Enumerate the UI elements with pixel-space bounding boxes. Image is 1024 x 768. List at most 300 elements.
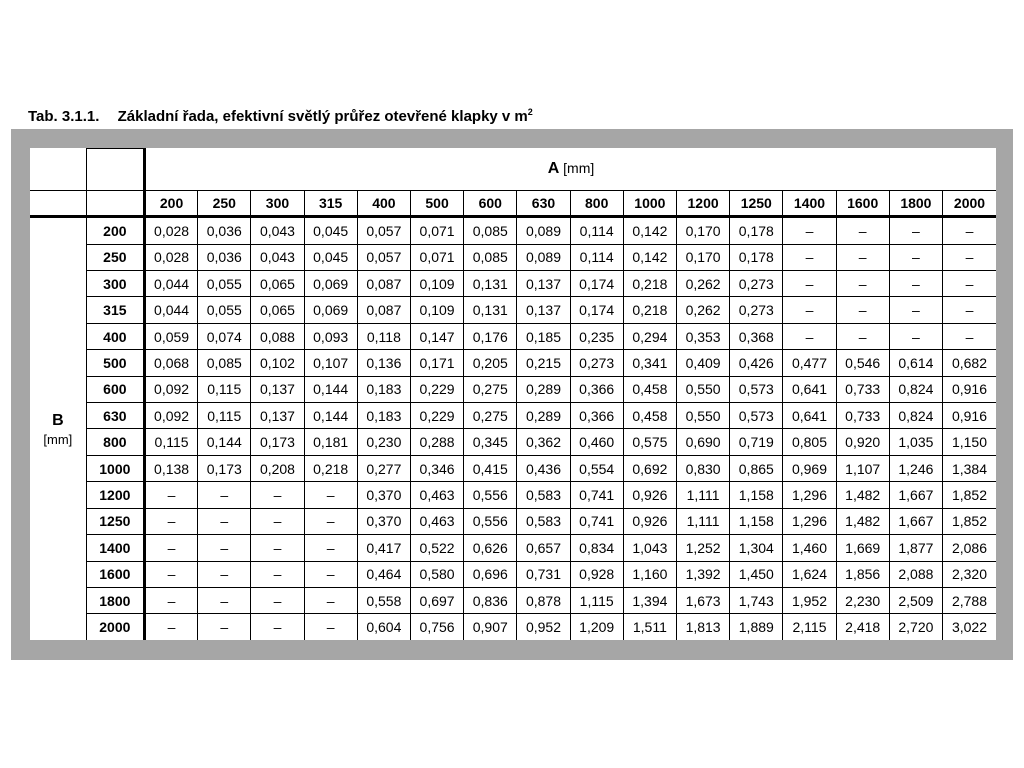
table-cell: 0,229 [410, 376, 463, 402]
table-cell: 0,045 [304, 217, 357, 244]
table-cell: 2,720 [889, 614, 942, 640]
table-cell: 0,907 [464, 614, 517, 640]
a-value-header: 1400 [783, 190, 836, 216]
table-cell: 0,370 [357, 482, 410, 508]
table-cell: 0,093 [304, 323, 357, 349]
table-cell: 0,575 [623, 429, 676, 455]
table-cell: 2,509 [889, 588, 942, 614]
table-cell: 0,463 [410, 508, 463, 534]
a-value-header: 1800 [889, 190, 942, 216]
table-cell: 0,089 [517, 217, 570, 244]
table-cell: 0,458 [623, 403, 676, 429]
table-cell: 0,208 [251, 455, 304, 481]
table-cell: 0,170 [676, 244, 729, 270]
table-cell: 0,065 [251, 297, 304, 323]
table-row [30, 323, 996, 349]
table-cell: 0,068 [144, 350, 197, 376]
table-cell: – [251, 588, 304, 614]
table-cell: 0,550 [676, 376, 729, 402]
table-cell: 0,137 [251, 376, 304, 402]
table-cell: – [144, 561, 197, 587]
corner-cell [86, 190, 144, 216]
table-cell: 0,071 [410, 244, 463, 270]
table-cell: 0,174 [570, 297, 623, 323]
table-cell: 1,450 [730, 561, 783, 587]
table-cell: 0,288 [410, 429, 463, 455]
table-cell: – [144, 614, 197, 640]
table-cell: 0,087 [357, 270, 410, 296]
table-cell: 0,345 [464, 429, 517, 455]
table-cell: 1,743 [730, 588, 783, 614]
table-cell: 0,088 [251, 323, 304, 349]
table-cell: 0,205 [464, 350, 517, 376]
table-cell: 0,115 [198, 376, 251, 402]
table-cell: 0,069 [304, 270, 357, 296]
table-cell: 0,697 [410, 588, 463, 614]
a-value-header: 300 [251, 190, 304, 216]
table-cell: 1,111 [676, 482, 729, 508]
table-cell: 0,275 [464, 376, 517, 402]
table-cell: 0,131 [464, 297, 517, 323]
table-cell: 1,852 [943, 508, 997, 534]
table-cell: – [783, 270, 836, 296]
table-cell: 0,144 [304, 403, 357, 429]
table-row [30, 482, 996, 508]
table-cell: 0,696 [464, 561, 517, 587]
table-cell: 0,604 [357, 614, 410, 640]
table-cell: – [251, 561, 304, 587]
a-value-header: 630 [517, 190, 570, 216]
table-cell: 0,926 [623, 482, 676, 508]
table-cell: 0,115 [144, 429, 197, 455]
table-cell: 1,296 [783, 482, 836, 508]
table-cell: 2,418 [836, 614, 889, 640]
table-cell: 0,458 [623, 376, 676, 402]
table-cell: 1,460 [783, 535, 836, 561]
table-cell: 1,158 [730, 508, 783, 534]
a-value-header: 2000 [943, 190, 997, 216]
table-row [30, 561, 996, 587]
b-value-header: 1600 [86, 561, 144, 587]
b-value-header: 500 [86, 350, 144, 376]
table-cell: 2,320 [943, 561, 997, 587]
table-row [30, 429, 996, 455]
table-cell: 0,089 [517, 244, 570, 270]
table-number: Tab. 3.1.1. [28, 108, 100, 125]
table-cell: – [251, 614, 304, 640]
table-cell: 1,384 [943, 455, 997, 481]
table-cell: 2,115 [783, 614, 836, 640]
table-caption [28, 107, 533, 125]
table-cell: 0,043 [251, 217, 304, 244]
table-cell: – [304, 508, 357, 534]
table-cell: 0,174 [570, 270, 623, 296]
table-cell: 1,482 [836, 508, 889, 534]
table-cell: – [144, 482, 197, 508]
b-value-header: 600 [86, 376, 144, 402]
table-cell: 0,057 [357, 244, 410, 270]
table-cell: 0,928 [570, 561, 623, 587]
table-cell: 1,394 [623, 588, 676, 614]
table-cell: 0,583 [517, 482, 570, 508]
table-cell: 0,522 [410, 535, 463, 561]
table-cell: 0,824 [889, 376, 942, 402]
table-cell: – [144, 535, 197, 561]
table-cell: 1,304 [730, 535, 783, 561]
table-cell: 0,229 [410, 403, 463, 429]
table-cell: 0,275 [464, 403, 517, 429]
table-cell: 1,111 [676, 508, 729, 534]
table-cell: 0,218 [623, 297, 676, 323]
table-cell: 0,171 [410, 350, 463, 376]
table-row [30, 217, 996, 244]
table-cell: 3,022 [943, 614, 997, 640]
table-cell: 0,353 [676, 323, 729, 349]
table-cell: 0,834 [570, 535, 623, 561]
table-cell: 0,087 [357, 297, 410, 323]
b-axis-header [30, 217, 86, 640]
table-cell: 0,836 [464, 588, 517, 614]
table-cell: 0,137 [517, 270, 570, 296]
table-cell: – [943, 270, 997, 296]
table-cell: – [889, 297, 942, 323]
table-cell: – [198, 614, 251, 640]
a-axis-unit: [mm] [563, 160, 595, 177]
table-cell: 0,969 [783, 455, 836, 481]
table-cell: 0,368 [730, 323, 783, 349]
table-cell: 0,805 [783, 429, 836, 455]
table-cell: 0,178 [730, 244, 783, 270]
table-cell: 1,035 [889, 429, 942, 455]
table-cell: 0,682 [943, 350, 997, 376]
table-cell: 0,878 [517, 588, 570, 614]
table-cell: – [836, 270, 889, 296]
table-cell: 0,346 [410, 455, 463, 481]
a-value-header: 1600 [836, 190, 889, 216]
table-cell: 0,916 [943, 376, 997, 402]
b-value-header: 1250 [86, 508, 144, 534]
table-cell: 0,137 [251, 403, 304, 429]
table-cell: 1,852 [943, 482, 997, 508]
table-cell: 0,273 [570, 350, 623, 376]
table-cell: 0,109 [410, 270, 463, 296]
table-cell: 0,464 [357, 561, 410, 587]
b-value-header: 300 [86, 270, 144, 296]
table-cell: 0,142 [623, 217, 676, 244]
table-cell: 0,085 [464, 244, 517, 270]
table-cell: 0,036 [198, 244, 251, 270]
a-value-header: 500 [410, 190, 463, 216]
table-cell: 0,341 [623, 350, 676, 376]
corner-cell [30, 149, 86, 191]
table-cell: 0,043 [251, 244, 304, 270]
table-cell: – [251, 482, 304, 508]
b-value-header: 250 [86, 244, 144, 270]
table-cell: – [836, 244, 889, 270]
table-cell: 0,370 [357, 508, 410, 534]
table-cell: – [889, 217, 942, 244]
corner-cell [86, 149, 144, 191]
table-cell: 0,366 [570, 403, 623, 429]
table-row [30, 614, 996, 640]
table-cell: 0,044 [144, 297, 197, 323]
table-cell: – [889, 244, 942, 270]
table-cell: 0,573 [730, 403, 783, 429]
table-cell: 0,085 [464, 217, 517, 244]
table-cell: 0,583 [517, 508, 570, 534]
table-cell: 0,626 [464, 535, 517, 561]
b-axis-name: B [52, 411, 64, 429]
table-cell: 2,788 [943, 588, 997, 614]
table-cell: 0,731 [517, 561, 570, 587]
corner-cell [30, 190, 86, 216]
table-cell: 0,415 [464, 455, 517, 481]
table-cell: 1,482 [836, 482, 889, 508]
table-cell: 0,036 [198, 217, 251, 244]
table-cell: 1,624 [783, 561, 836, 587]
table-cell: 0,641 [783, 403, 836, 429]
table-cell: – [836, 297, 889, 323]
table-cell: 0,719 [730, 429, 783, 455]
table-cell: 0,952 [517, 614, 570, 640]
table-row [30, 376, 996, 402]
table-cell: – [304, 614, 357, 640]
table-cell: 2,088 [889, 561, 942, 587]
table-cell: 0,115 [198, 403, 251, 429]
table-row [30, 588, 996, 614]
table-cell: 1,667 [889, 482, 942, 508]
table-cell: 0,059 [144, 323, 197, 349]
table-cell: – [198, 535, 251, 561]
a-value-header: 200 [144, 190, 197, 216]
table-cell: 0,294 [623, 323, 676, 349]
a-value-header: 1000 [623, 190, 676, 216]
table-cell: 0,065 [251, 270, 304, 296]
table-cell: 0,477 [783, 350, 836, 376]
table-cell: 0,114 [570, 244, 623, 270]
table-cell: – [198, 561, 251, 587]
table-cell: 0,614 [889, 350, 942, 376]
table-cell: 1,115 [570, 588, 623, 614]
table-cell: 0,114 [570, 217, 623, 244]
table-cell: 0,926 [623, 508, 676, 534]
table-cell: 1,296 [783, 508, 836, 534]
table-cell: 0,741 [570, 482, 623, 508]
table-cell: 0,409 [676, 350, 729, 376]
a-value-header: 800 [570, 190, 623, 216]
table-cell: 0,262 [676, 297, 729, 323]
table-cell: – [943, 323, 997, 349]
table-cell: 1,107 [836, 455, 889, 481]
b-axis-unit: [mm] [43, 431, 73, 447]
a-axis-title-row [30, 149, 996, 191]
table-cell: – [251, 535, 304, 561]
b-value-header: 1800 [86, 588, 144, 614]
table-cell: 0,138 [144, 455, 197, 481]
b-value-header: 630 [86, 403, 144, 429]
table-cell: – [836, 217, 889, 244]
table-row [30, 455, 996, 481]
b-value-header: 1200 [86, 482, 144, 508]
table-cell: 0,085 [198, 350, 251, 376]
b-value-header: 1400 [86, 535, 144, 561]
table-cell: 0,546 [836, 350, 889, 376]
table-cell: 2,086 [943, 535, 997, 561]
a-value-header: 250 [198, 190, 251, 216]
table-cell: 1,150 [943, 429, 997, 455]
table-cell: 0,131 [464, 270, 517, 296]
b-value-header: 2000 [86, 614, 144, 640]
a-value-header: 1250 [730, 190, 783, 216]
a-value-header: 315 [304, 190, 357, 216]
table-cell: 0,173 [198, 455, 251, 481]
table-cell: – [304, 535, 357, 561]
table-cell: – [889, 270, 942, 296]
table-cell: 0,692 [623, 455, 676, 481]
b-value-header: 315 [86, 297, 144, 323]
table-cell: 0,554 [570, 455, 623, 481]
table-cell: – [943, 244, 997, 270]
table-cell: 0,137 [517, 297, 570, 323]
table-row [30, 508, 996, 534]
table-cell: 0,741 [570, 508, 623, 534]
unit-superscript: 2 [527, 107, 533, 117]
table-row [30, 270, 996, 296]
table-title: Základní řada, efektivní světlý průřez otevřené klapky v m [117, 108, 528, 125]
table-cell: 0,183 [357, 376, 410, 402]
table-cell: 0,215 [517, 350, 570, 376]
a-axis-header [144, 149, 996, 191]
table-cell: 0,147 [410, 323, 463, 349]
table-cell: 1,392 [676, 561, 729, 587]
table-cell: 0,463 [410, 482, 463, 508]
table-cell: 0,436 [517, 455, 570, 481]
table-cell: 0,426 [730, 350, 783, 376]
table-cell: 0,273 [730, 270, 783, 296]
table-cell: 0,362 [517, 429, 570, 455]
table-cell: – [251, 508, 304, 534]
table-row [30, 297, 996, 323]
table-cell: 0,920 [836, 429, 889, 455]
table-cell: – [304, 482, 357, 508]
table-cell: 1,160 [623, 561, 676, 587]
table-cell: 0,289 [517, 376, 570, 402]
table-cell: 1,952 [783, 588, 836, 614]
b-value-header: 1000 [86, 455, 144, 481]
table-cell: 0,277 [357, 455, 410, 481]
table-cell: 0,641 [783, 376, 836, 402]
table-cell: – [889, 323, 942, 349]
table-cell: – [304, 588, 357, 614]
table-cell: – [783, 297, 836, 323]
table-row [30, 350, 996, 376]
table-cell: 0,580 [410, 561, 463, 587]
table-cell: 0,044 [144, 270, 197, 296]
table-cell: 0,733 [836, 403, 889, 429]
table-cell: 1,246 [889, 455, 942, 481]
table-cell: 0,550 [676, 403, 729, 429]
a-values-row [30, 190, 996, 216]
table-cell: 1,667 [889, 508, 942, 534]
table-cell: 0,092 [144, 376, 197, 402]
table-cell: 0,102 [251, 350, 304, 376]
table-cell: 0,824 [889, 403, 942, 429]
table-cell: 0,057 [357, 217, 410, 244]
table-cell: 2,230 [836, 588, 889, 614]
table-cell: 0,916 [943, 403, 997, 429]
table-body [30, 149, 996, 641]
table-cell: 0,142 [623, 244, 676, 270]
table-cell: 0,235 [570, 323, 623, 349]
table-cell: 1,043 [623, 535, 676, 561]
table-cell: 0,558 [357, 588, 410, 614]
table-cell: – [144, 588, 197, 614]
table-cell: 1,511 [623, 614, 676, 640]
table-cell: 0,556 [464, 482, 517, 508]
table-cell: 1,856 [836, 561, 889, 587]
table-cell: 0,218 [623, 270, 676, 296]
table-cell: 0,109 [410, 297, 463, 323]
table-cell: 0,028 [144, 244, 197, 270]
table-cell: 0,181 [304, 429, 357, 455]
table-cell: 0,092 [144, 403, 197, 429]
table-cell: 0,262 [676, 270, 729, 296]
table-cell: 0,055 [198, 297, 251, 323]
table-cell: 1,673 [676, 588, 729, 614]
table-cell: – [198, 508, 251, 534]
table-cell: 0,230 [357, 429, 410, 455]
table-cell: 0,136 [357, 350, 410, 376]
table-container [30, 148, 996, 640]
table-cell: 0,074 [198, 323, 251, 349]
table-cell: – [198, 588, 251, 614]
table-cell: 0,071 [410, 217, 463, 244]
table-cell: – [783, 244, 836, 270]
table-cell: 1,889 [730, 614, 783, 640]
table-cell: 0,176 [464, 323, 517, 349]
table-cell: 1,669 [836, 535, 889, 561]
table-cell: 0,144 [198, 429, 251, 455]
table-cell: 0,045 [304, 244, 357, 270]
table-cell: – [144, 508, 197, 534]
table-row [30, 244, 996, 270]
table-cell: 0,830 [676, 455, 729, 481]
table-cell: – [783, 217, 836, 244]
table-cell: 0,028 [144, 217, 197, 244]
table-cell: 0,185 [517, 323, 570, 349]
table-cell: 0,460 [570, 429, 623, 455]
table-cell: 0,183 [357, 403, 410, 429]
table-row [30, 535, 996, 561]
b-value-header: 400 [86, 323, 144, 349]
table-cell: – [943, 297, 997, 323]
table-cell: 0,573 [730, 376, 783, 402]
table-cell: 0,366 [570, 376, 623, 402]
a-value-header: 1200 [676, 190, 729, 216]
b-value-header: 800 [86, 429, 144, 455]
a-value-header: 600 [464, 190, 517, 216]
table-cell: 1,158 [730, 482, 783, 508]
table-cell: – [783, 323, 836, 349]
table-cell: 0,178 [730, 217, 783, 244]
table-cell: 0,118 [357, 323, 410, 349]
table-cell: 0,865 [730, 455, 783, 481]
a-axis-name: A [547, 160, 560, 178]
table-cell: 0,657 [517, 535, 570, 561]
table-cell: 1,813 [676, 614, 729, 640]
cross-section-table [30, 148, 996, 640]
table-cell: 1,252 [676, 535, 729, 561]
